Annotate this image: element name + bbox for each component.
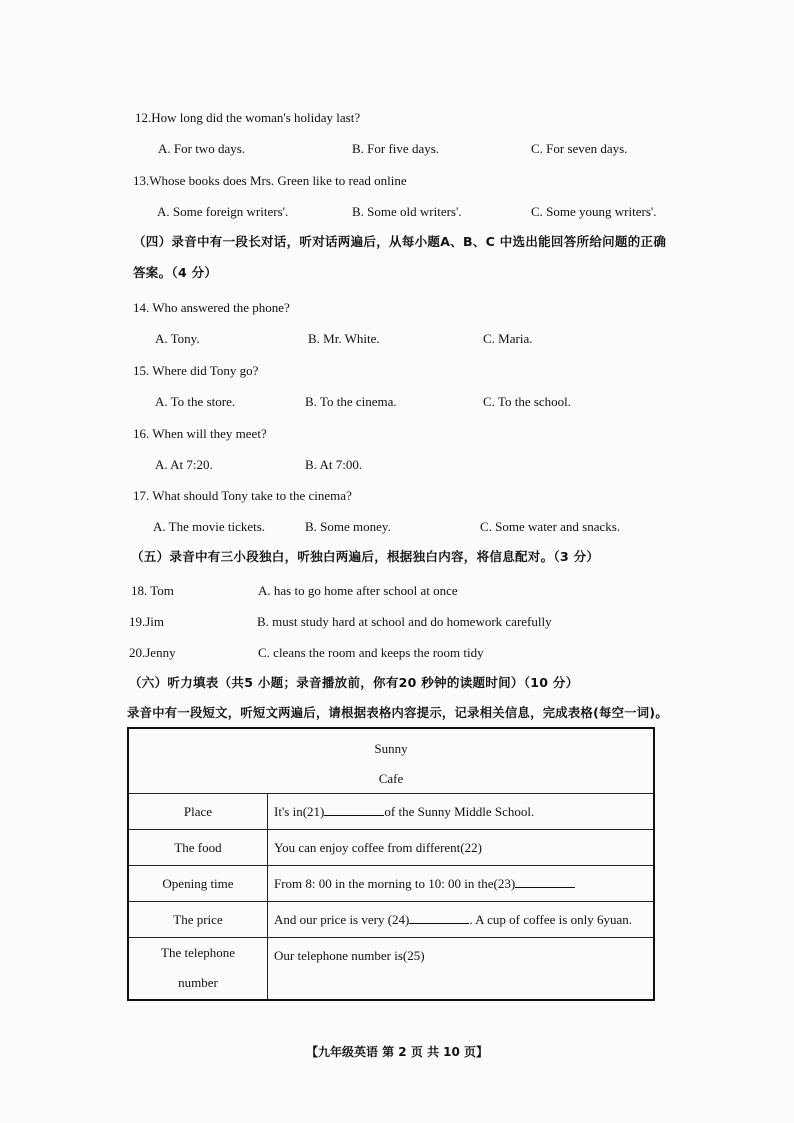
option-b: B. Mr. White. bbox=[308, 331, 380, 346]
row-label: The price bbox=[128, 902, 268, 938]
option-c: C. Maria. bbox=[483, 331, 533, 346]
row-content bbox=[268, 794, 655, 830]
match-name: 18. Tom bbox=[131, 583, 174, 598]
row-text: . A cup of coffee is only 6yuan. bbox=[469, 912, 632, 927]
question-14: 14. Who answered the phone? bbox=[133, 300, 290, 315]
table-row bbox=[128, 938, 654, 1000]
question-13: 13.Whose books does Mrs. Green like to read online bbox=[133, 173, 407, 188]
option-b: B. Some old writers'. bbox=[352, 204, 462, 219]
answer-blank-25[interactable] bbox=[425, 948, 473, 960]
option-b: B. Some money. bbox=[305, 519, 391, 534]
row-content bbox=[268, 866, 655, 902]
table-title-row bbox=[128, 728, 654, 794]
answer-blank-21[interactable] bbox=[324, 803, 384, 816]
cafe-info-table bbox=[127, 727, 655, 1001]
table-row bbox=[128, 866, 654, 902]
section-6-instructions: （六）听力填表（共5 小题；录音播放前，你有20 秒钟的读题时间）（10 分） bbox=[129, 675, 579, 690]
section-5-instructions: （五）录音中有三小段独白，听独白两遍后，根据独白内容，将信息配对。（3 分） bbox=[131, 549, 600, 564]
answer-blank-22[interactable] bbox=[482, 840, 530, 852]
answer-blank-23[interactable] bbox=[515, 875, 575, 888]
option-b: B. To the cinema. bbox=[305, 394, 397, 409]
row-label-line2: number bbox=[178, 975, 218, 991]
row-label-line1: The telephone bbox=[161, 945, 235, 961]
match-option: A. has to go home after school at once bbox=[258, 583, 458, 598]
table-title-cell bbox=[128, 728, 654, 794]
row-text: You can enjoy coffee from different(22) bbox=[274, 839, 482, 855]
row-text: It's in(21) bbox=[274, 804, 325, 819]
row-text: And our price is very (24) bbox=[274, 912, 410, 927]
row-content bbox=[268, 830, 655, 866]
match-option: B. must study hard at school and do homework carefully bbox=[257, 614, 552, 629]
row-text: From 8: 00 in the morning to 10: 00 in the(23) bbox=[274, 876, 516, 891]
row-label bbox=[128, 938, 268, 1000]
section-6-subinstructions: 录音中有一段短文，听短文两遍后，请根据表格内容提示，记录相关信息，完成表格(每空一词)。 bbox=[127, 706, 668, 720]
table-row bbox=[128, 794, 654, 830]
table-title-line2: Cafe bbox=[378, 771, 404, 786]
option-a: A. For two days. bbox=[158, 141, 246, 156]
section-4-points: 答案。（4 分） bbox=[133, 265, 218, 280]
row-content bbox=[268, 938, 655, 1000]
option-c: C. Some young writers'. bbox=[531, 204, 657, 219]
option-b: B. At 7:00. bbox=[305, 457, 363, 472]
page-footer: 【九年级英语 第 2 页 共 10 页】 bbox=[305, 1045, 489, 1059]
option-a: A. At 7:20. bbox=[155, 457, 213, 472]
option-a: A. The movie tickets. bbox=[153, 519, 266, 534]
row-text: Our telephone number is(25) bbox=[274, 948, 425, 963]
question-15: 15. Where did Tony go? bbox=[133, 363, 259, 378]
row-content bbox=[268, 902, 655, 938]
option-c: C. For seven days. bbox=[531, 141, 628, 156]
match-name: 19.Jim bbox=[129, 614, 165, 629]
option-a: A. Some foreign writers'. bbox=[157, 204, 289, 219]
option-a: A. Tony. bbox=[155, 331, 200, 346]
table-title-line1: Sunny bbox=[374, 741, 408, 756]
match-option: C. cleans the room and keeps the room tidy bbox=[258, 645, 484, 660]
question-16: 16. When will they meet? bbox=[133, 426, 267, 441]
section-4-instructions: （四）录音中有一段长对话，听对话两遍后，从每小题A、B、C 中选出能回答所给问题的正确 bbox=[133, 234, 667, 249]
table-row bbox=[128, 902, 654, 938]
row-text: of the Sunny Middle School. bbox=[384, 804, 535, 819]
option-b: B. For five days. bbox=[352, 141, 440, 156]
answer-blank-24[interactable] bbox=[409, 911, 469, 924]
question-12: 12.How long did the woman's holiday last? bbox=[135, 110, 361, 125]
option-a: A. To the store. bbox=[155, 394, 236, 409]
row-label: The food bbox=[128, 830, 268, 866]
table-row bbox=[128, 830, 654, 866]
row-label: Place bbox=[128, 794, 268, 830]
question-17: 17. What should Tony take to the cinema? bbox=[133, 488, 352, 503]
option-c: C. Some water and snacks. bbox=[480, 519, 621, 534]
option-c: C. To the school. bbox=[483, 394, 572, 409]
row-label: Opening time bbox=[128, 866, 268, 902]
match-name: 20.Jenny bbox=[129, 645, 176, 660]
